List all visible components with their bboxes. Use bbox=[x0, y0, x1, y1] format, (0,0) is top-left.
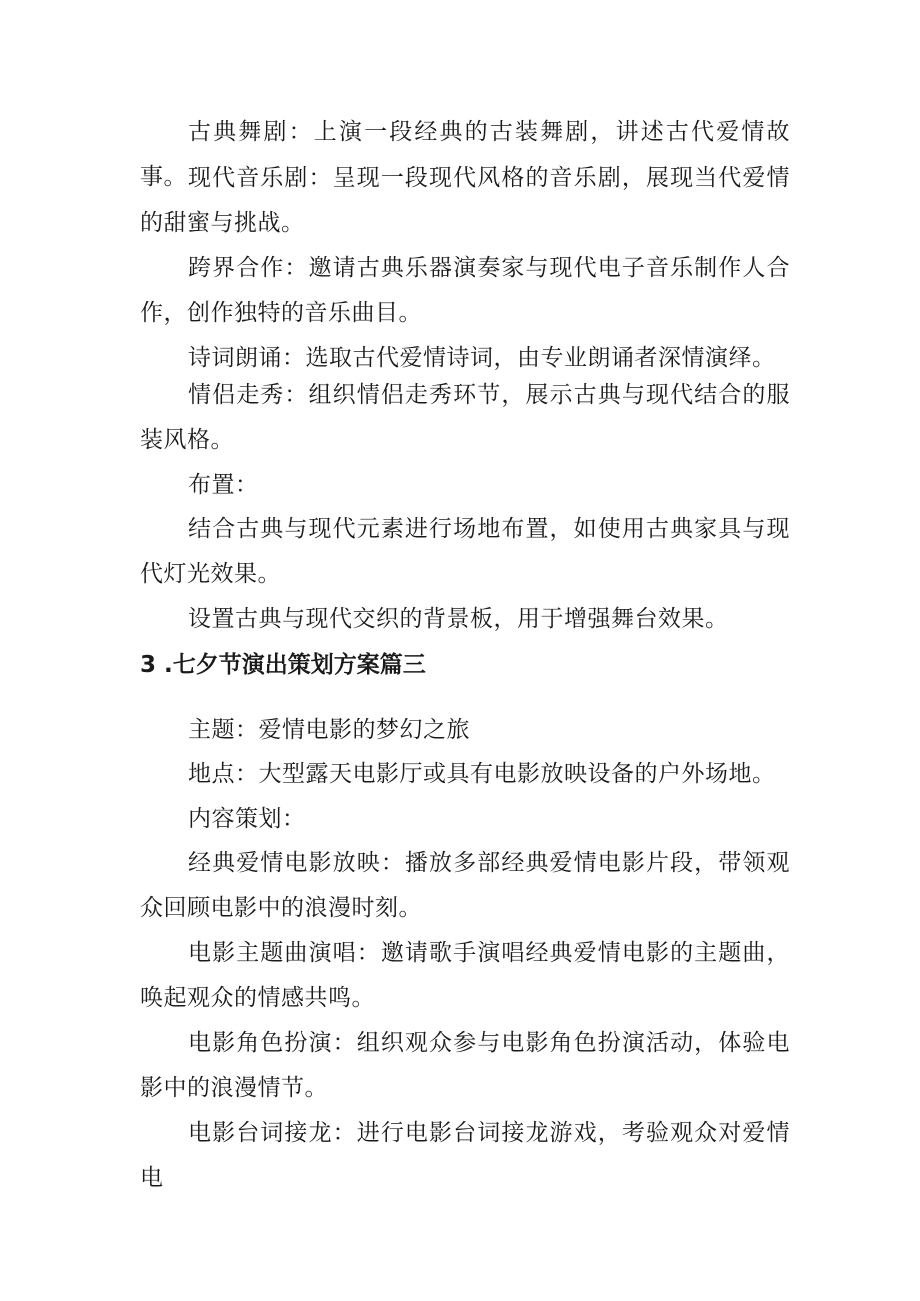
paragraph-location: 地点：大型露天电影厅或具有电影放映设备的户外场地。 bbox=[188, 761, 776, 787]
paragraph-backdrop: 设置古典与现代交织的背景板，用于增强舞台效果。 bbox=[188, 606, 729, 632]
paragraph-film-screening: 经典爱情电影放映：播放多部经典爱情电影片段，带领观众回顾电影中的浪漫时刻。 bbox=[140, 850, 790, 921]
section-heading: 3 .七夕节演出策划方案篇三 bbox=[140, 652, 426, 678]
paragraph-modern-musical: 现代音乐剧：呈现一段现代风格的音乐剧，展现当代爱情的甜蜜与挑战。 bbox=[140, 165, 790, 236]
paragraph-theme: 主题：爱情电影的梦幻之旅 bbox=[188, 717, 470, 743]
paragraph-classical-dance: 古典舞剧：上演一段经典的古装舞剧，讲述古代爱情故事。 bbox=[140, 119, 790, 190]
paragraph-poetry-recital: 诗词朗诵：选取古代爱情诗词，由专业朗诵者深情演绎。 bbox=[188, 345, 776, 371]
paragraph-quote-relay: 电影台词接龙：进行电影台词接龙游戏，考验观众对爱情电 bbox=[140, 1120, 790, 1191]
paragraph-couple-runway: 情侣走秀：组织情侣走秀环节，展示古典与现代结合的服装风格。 bbox=[140, 382, 790, 453]
paragraph-role-play: 电影角色扮演：组织观众参与电影角色扮演活动，体验电影中的浪漫情节。 bbox=[140, 1030, 790, 1101]
paragraph-theme-song: 电影主题曲演唱：邀请歌手演唱经典爱情电影的主题曲，唤起观众的情感共鸣。 bbox=[140, 940, 790, 1011]
paragraph-crossover: 跨界合作：邀请古典乐器演奏家与现代电子音乐制作人合作，创作独特的音乐曲目。 bbox=[140, 255, 790, 326]
paragraph-venue-decor: 结合古典与现代元素进行场地布置，如使用古典家具与现代灯光效果。 bbox=[140, 516, 790, 587]
paragraph-layout-label: 布置： bbox=[188, 472, 259, 498]
paragraph-content-plan: 内容策划： bbox=[188, 806, 306, 832]
